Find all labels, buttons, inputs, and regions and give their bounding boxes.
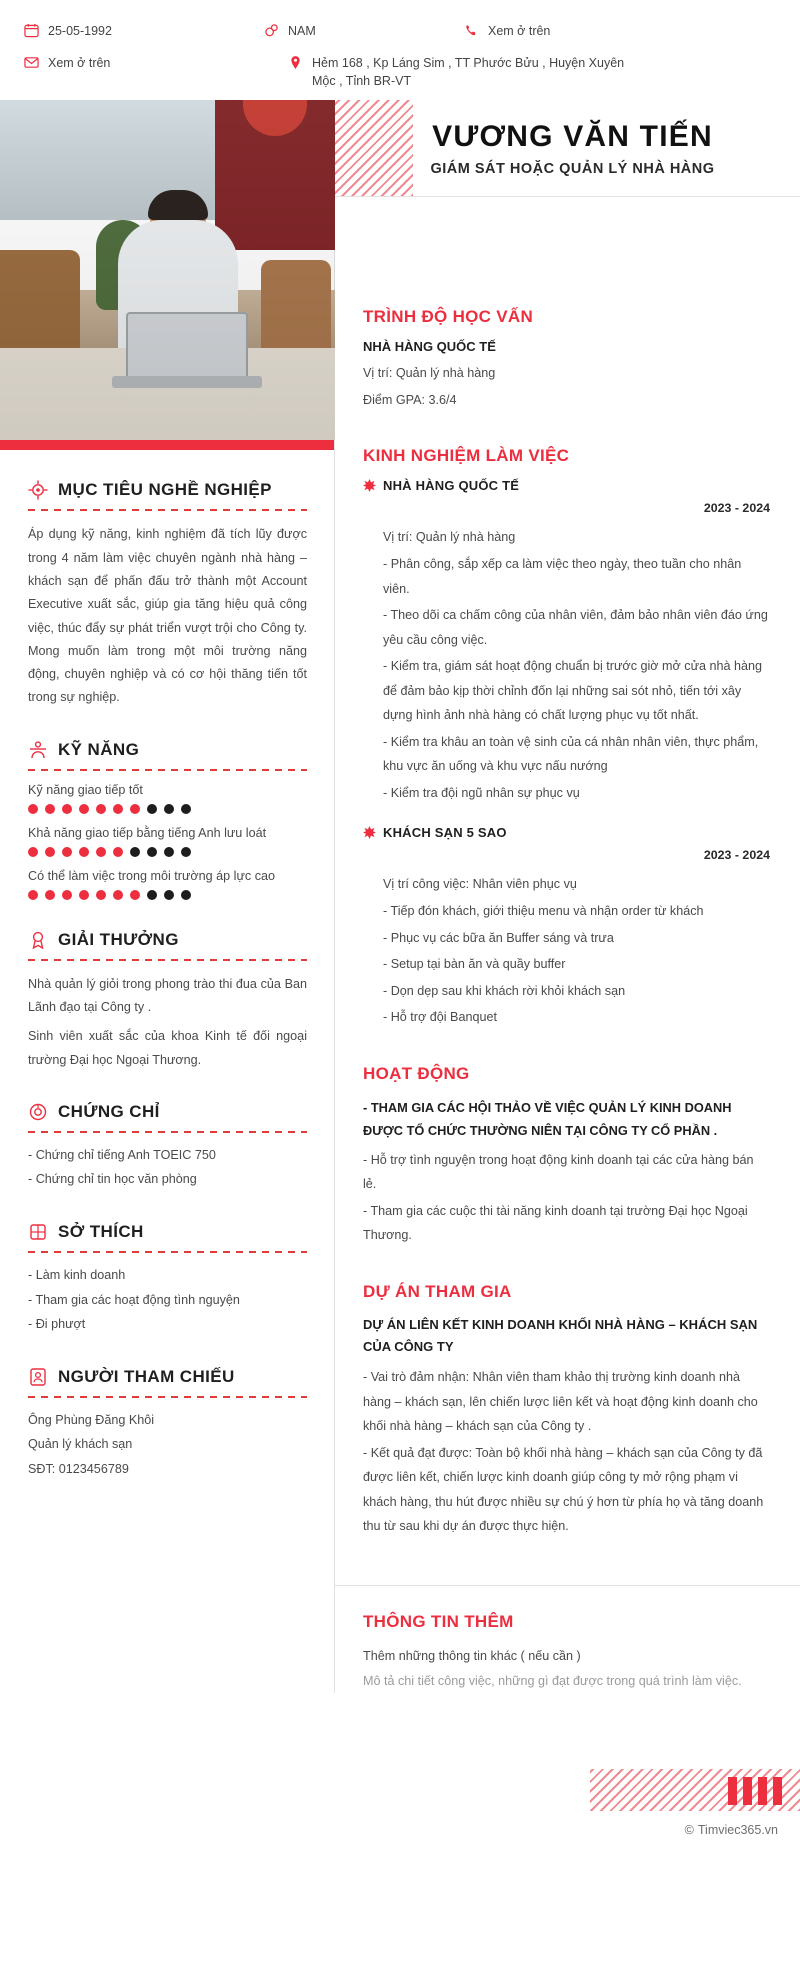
contact-gender xyxy=(264,22,464,40)
section-certificates xyxy=(0,1102,335,1192)
awards-title: GIẢI THƯỞNG xyxy=(58,929,179,949)
projects-line: - Kết quả đạt được: Toàn bộ khối nhà hàng – khách sạn của Công ty đã được liên kết, chiến lược kinh doanh giúp công ty mở rộng phạm vi khách hàng, thu hút được nhiều sự chú ý hơn từ phía họ và tăng doanh thu từ sau khi dự án được thực hiện. xyxy=(363,1445,764,1534)
experience-item xyxy=(363,825,770,1029)
right-column xyxy=(334,100,800,1693)
skill-label: Khả năng giao tiếp bằng tiếng Anh lưu loát xyxy=(28,825,267,840)
award-item: Nhà quản lý giỏi trong phong trào thi đua của Ban Lãnh đạo tại Công ty . xyxy=(28,976,307,1015)
gender-icon xyxy=(264,23,279,38)
skill-item xyxy=(28,869,307,900)
photo-accent-bar xyxy=(0,440,335,450)
contact-phone xyxy=(464,22,776,40)
experience-lines xyxy=(363,525,770,805)
activities-lines xyxy=(363,1148,770,1248)
projects-subtitle: DỰ ÁN LIÊN KẾT KINH DOANH KHỐI NHÀ HÀNG – KHÁCH SẠN CỦA CÔNG TY xyxy=(363,1317,758,1355)
star-icon xyxy=(363,826,376,839)
phone-icon xyxy=(464,23,479,38)
hobbies-title: SỞ THÍCH xyxy=(58,1222,144,1242)
additional-line: Thêm những thông tin khác ( nếu cần ) xyxy=(363,1649,581,1664)
education-school: NHÀ HÀNG QUỐC TẾ xyxy=(363,339,496,355)
activities-highlight: - THAM GIA CÁC HỘI THẢO VỀ VIỆC QUẢN LÝ KINH DOANH ĐƯỢC TỔ CHỨC THƯỜNG NIÊN TẠI CÔNG TY CỔ PHẦN . xyxy=(363,1099,732,1138)
reference-item: Ông Phùng Đăng Khôi xyxy=(28,1412,155,1427)
name-divider xyxy=(335,196,800,197)
experience-line: - Kiểm tra, giám sát hoạt động chuẩn bị trước giờ mở cửa nhà hàng để đảm bảo kịp thời chỉnh đốn lại những sai sót nhỏ, tiến tới xây dựng hình ảnh nhà hàng có chất lượng phục vụ tốt nhất. xyxy=(383,659,763,723)
experience-line: - Theo dõi ca chấm công của nhân viên, đảm bảo nhân viên đáo ứng yêu cầu công việc. xyxy=(383,608,768,647)
award-item: Sinh viên xuất sắc của khoa Kinh tế đối ngoại trường Đại học Ngoại Thương. xyxy=(28,1029,307,1067)
education-lines xyxy=(363,361,770,412)
experience-company-row xyxy=(363,478,770,493)
awards-header xyxy=(28,930,307,950)
section-education xyxy=(335,307,800,412)
section-additional xyxy=(335,1585,800,1693)
reference-item: SĐT: 0123456789 xyxy=(28,1461,129,1476)
photo-illustration xyxy=(0,100,335,440)
education-title: TRÌNH ĐỘ HỌC VẤN xyxy=(363,307,534,327)
additional-placeholder: Mô tả chi tiết công việc, những gì đạt được trong quá trình làm việc. xyxy=(363,1673,742,1688)
skill-rating xyxy=(28,804,307,814)
projects-lines xyxy=(363,1365,770,1539)
skill-label: Kỹ năng giao tiếp tốt xyxy=(28,782,143,797)
location-icon xyxy=(288,55,303,70)
skill-item xyxy=(28,783,307,814)
experience-years: 2023 - 2024 xyxy=(703,501,770,516)
hobbies-divider xyxy=(28,1251,307,1253)
hatch-decoration xyxy=(335,100,413,196)
skill-rating xyxy=(28,847,307,857)
experience-line: Vị trí công việc: Nhân viên phục vụ xyxy=(383,877,577,892)
experience-line: - Phục vụ các bữa ăn Buffer sáng và trưa xyxy=(383,930,614,945)
certificate-item: - Chứng chỉ tiếng Anh TOEIC 750 xyxy=(28,1147,216,1162)
section-awards xyxy=(0,930,335,1072)
cv-body xyxy=(0,100,800,1693)
skills-header xyxy=(28,740,307,760)
birthday-value: 25-05-1992 xyxy=(48,24,112,38)
section-projects xyxy=(335,1282,800,1539)
objective-divider xyxy=(28,509,307,511)
reference-item: Quản lý khách sạn xyxy=(28,1437,133,1452)
hobbies-header xyxy=(28,1222,307,1242)
reference-title: NGƯỜI THAM CHIẾU xyxy=(58,1366,235,1386)
target-icon xyxy=(28,480,48,500)
certificate-icon xyxy=(28,1102,48,1122)
contact-birthday xyxy=(24,22,264,40)
footer xyxy=(0,1733,800,1853)
contact-bar xyxy=(0,0,800,100)
objective-header xyxy=(28,480,307,500)
contact-row-2 xyxy=(24,54,776,90)
contact-address xyxy=(264,54,776,90)
name-banner xyxy=(335,100,800,196)
user-icon xyxy=(28,1367,48,1387)
profile-photo xyxy=(0,100,335,440)
brand-name: Timviec365.vn xyxy=(697,1823,778,1838)
experience-company-row xyxy=(363,825,770,840)
projects-title: DỰ ÁN THAM GIA xyxy=(363,1282,512,1302)
education-line: Vị trí: Quản lý nhà hàng xyxy=(363,366,496,381)
objective-text: Áp dụng kỹ năng, kinh nghiệm đã tích lũy được trong 4 năm làm việc chuyên ngành nhà hàng – khách sạn để phấn đấu trở thành một Account Executive xuất sắc, giúp gia tăng hiệu quả công việc, thúc đẩy sự phát triển vượt trội cho Công ty. Mong muốn làm trong một môi trường năng động, chuyên nghiệp và có cơ hội thăng tiến tốt trong sự nghiệp. xyxy=(28,527,307,705)
certificates-divider xyxy=(28,1131,307,1133)
experience-line: - Tiếp đón khách, giới thiệu menu và nhận order từ khách xyxy=(383,904,704,919)
activities-title: HOẠT ĐỘNG xyxy=(363,1063,470,1083)
skills-icon xyxy=(28,740,48,760)
certificates-title: CHỨNG CHỈ xyxy=(58,1101,160,1121)
section-hobbies xyxy=(0,1222,335,1337)
activities-line: - Tham gia các cuộc thi tài năng kinh doanh tại trường Đại học Ngoại Thương. xyxy=(363,1203,748,1243)
experience-line: - Hỗ trợ đội Banquet xyxy=(383,1010,497,1025)
footer-bars-decoration xyxy=(728,1777,782,1805)
reference-divider xyxy=(28,1396,307,1398)
address-value: Hẻm 168 , Kp Láng Sim , TT Phước Bửu , Huyện Xuyên Mộc , Tỉnh BR-VT xyxy=(312,56,625,89)
reference-header xyxy=(28,1367,307,1387)
experience-line: - Dọn dẹp sau khi khách rời khỏi khách sạn xyxy=(383,983,626,998)
education-line: Điểm GPA: 3.6/4 xyxy=(363,392,457,407)
experience-company: NHÀ HÀNG QUỐC TẾ xyxy=(383,478,520,494)
skill-item xyxy=(28,826,307,857)
phone-value: Xem ở trên xyxy=(488,24,551,38)
experience-years: 2023 - 2024 xyxy=(703,848,770,863)
additional-title: THÔNG TIN THÊM xyxy=(363,1612,514,1632)
copyright-symbol: © xyxy=(684,1823,694,1838)
contact-row-1 xyxy=(24,22,776,40)
calendar-icon xyxy=(24,23,39,38)
hobby-icon xyxy=(28,1222,48,1242)
contact-email xyxy=(24,54,264,72)
candidate-name: VƯƠNG VĂN TIẾN xyxy=(432,119,713,153)
objective-title: MỤC TIÊU NGHỀ NGHIỆP xyxy=(58,480,272,500)
award-icon xyxy=(28,930,48,950)
section-skills xyxy=(0,740,335,900)
experience-lines xyxy=(363,872,770,1029)
mail-icon xyxy=(24,55,39,70)
experience-line: Vị trí: Quản lý nhà hàng xyxy=(383,530,516,545)
gender-value: NAM xyxy=(288,24,316,38)
experience-line: - Phân công, sắp xếp ca làm việc theo ngày, theo tuần cho nhân viên. xyxy=(383,557,742,596)
job-title: GIÁM SÁT HOẶC QUẢN LÝ NHÀ HÀNG xyxy=(430,160,715,177)
left-column xyxy=(0,100,335,1481)
projects-line: - Vai trò đảm nhận: Nhân viên tham khảo thị trường kinh doanh nhà hàng – khách sạn, lên chiến lược liên kết và hoạt động kinh doanh cho khối nhà hàng – khách sạn của Công ty . xyxy=(363,1370,758,1434)
skill-rating xyxy=(28,890,307,900)
email-value: Xem ở trên xyxy=(48,56,111,71)
activities-line: - Hỗ trợ tình nguyện trong hoạt động kinh doanh tại các cửa hàng bán lẻ. xyxy=(363,1152,754,1192)
certificate-item: - Chứng chỉ tin học văn phòng xyxy=(28,1172,197,1187)
certificates-header xyxy=(28,1102,307,1122)
section-objective xyxy=(0,480,335,709)
star-icon xyxy=(363,479,376,492)
experience-title: KINH NGHIỆM LÀM VIỆC xyxy=(363,446,570,466)
section-experience xyxy=(335,446,800,1029)
hobby-item: - Làm kinh doanh xyxy=(28,1268,126,1283)
skill-label: Có thể làm việc trong môi trường áp lực cao xyxy=(28,868,276,883)
experience-item xyxy=(363,478,770,805)
footer-brand xyxy=(685,1823,778,1837)
experience-line: - Setup tại bàn ăn và quầy buffer xyxy=(383,957,566,972)
section-activities xyxy=(335,1064,800,1248)
experience-line: - Kiểm tra đội ngũ nhân sự phục vụ xyxy=(383,785,580,800)
awards-divider xyxy=(28,959,307,961)
section-reference xyxy=(0,1367,335,1482)
experience-company: KHÁCH SẠN 5 SAO xyxy=(383,825,507,841)
hobby-item: - Đi phượt xyxy=(28,1317,86,1332)
skills-title: KỸ NĂNG xyxy=(58,739,140,759)
experience-line: - Kiểm tra khâu an toàn vệ sinh của cá nhân nhân viên, thực phẩm, khu vực ăn uống và khu vực nấu nướng xyxy=(383,734,759,774)
skills-divider xyxy=(28,769,307,771)
hobby-item: - Tham gia các hoạt động tình nguyện xyxy=(28,1292,240,1307)
